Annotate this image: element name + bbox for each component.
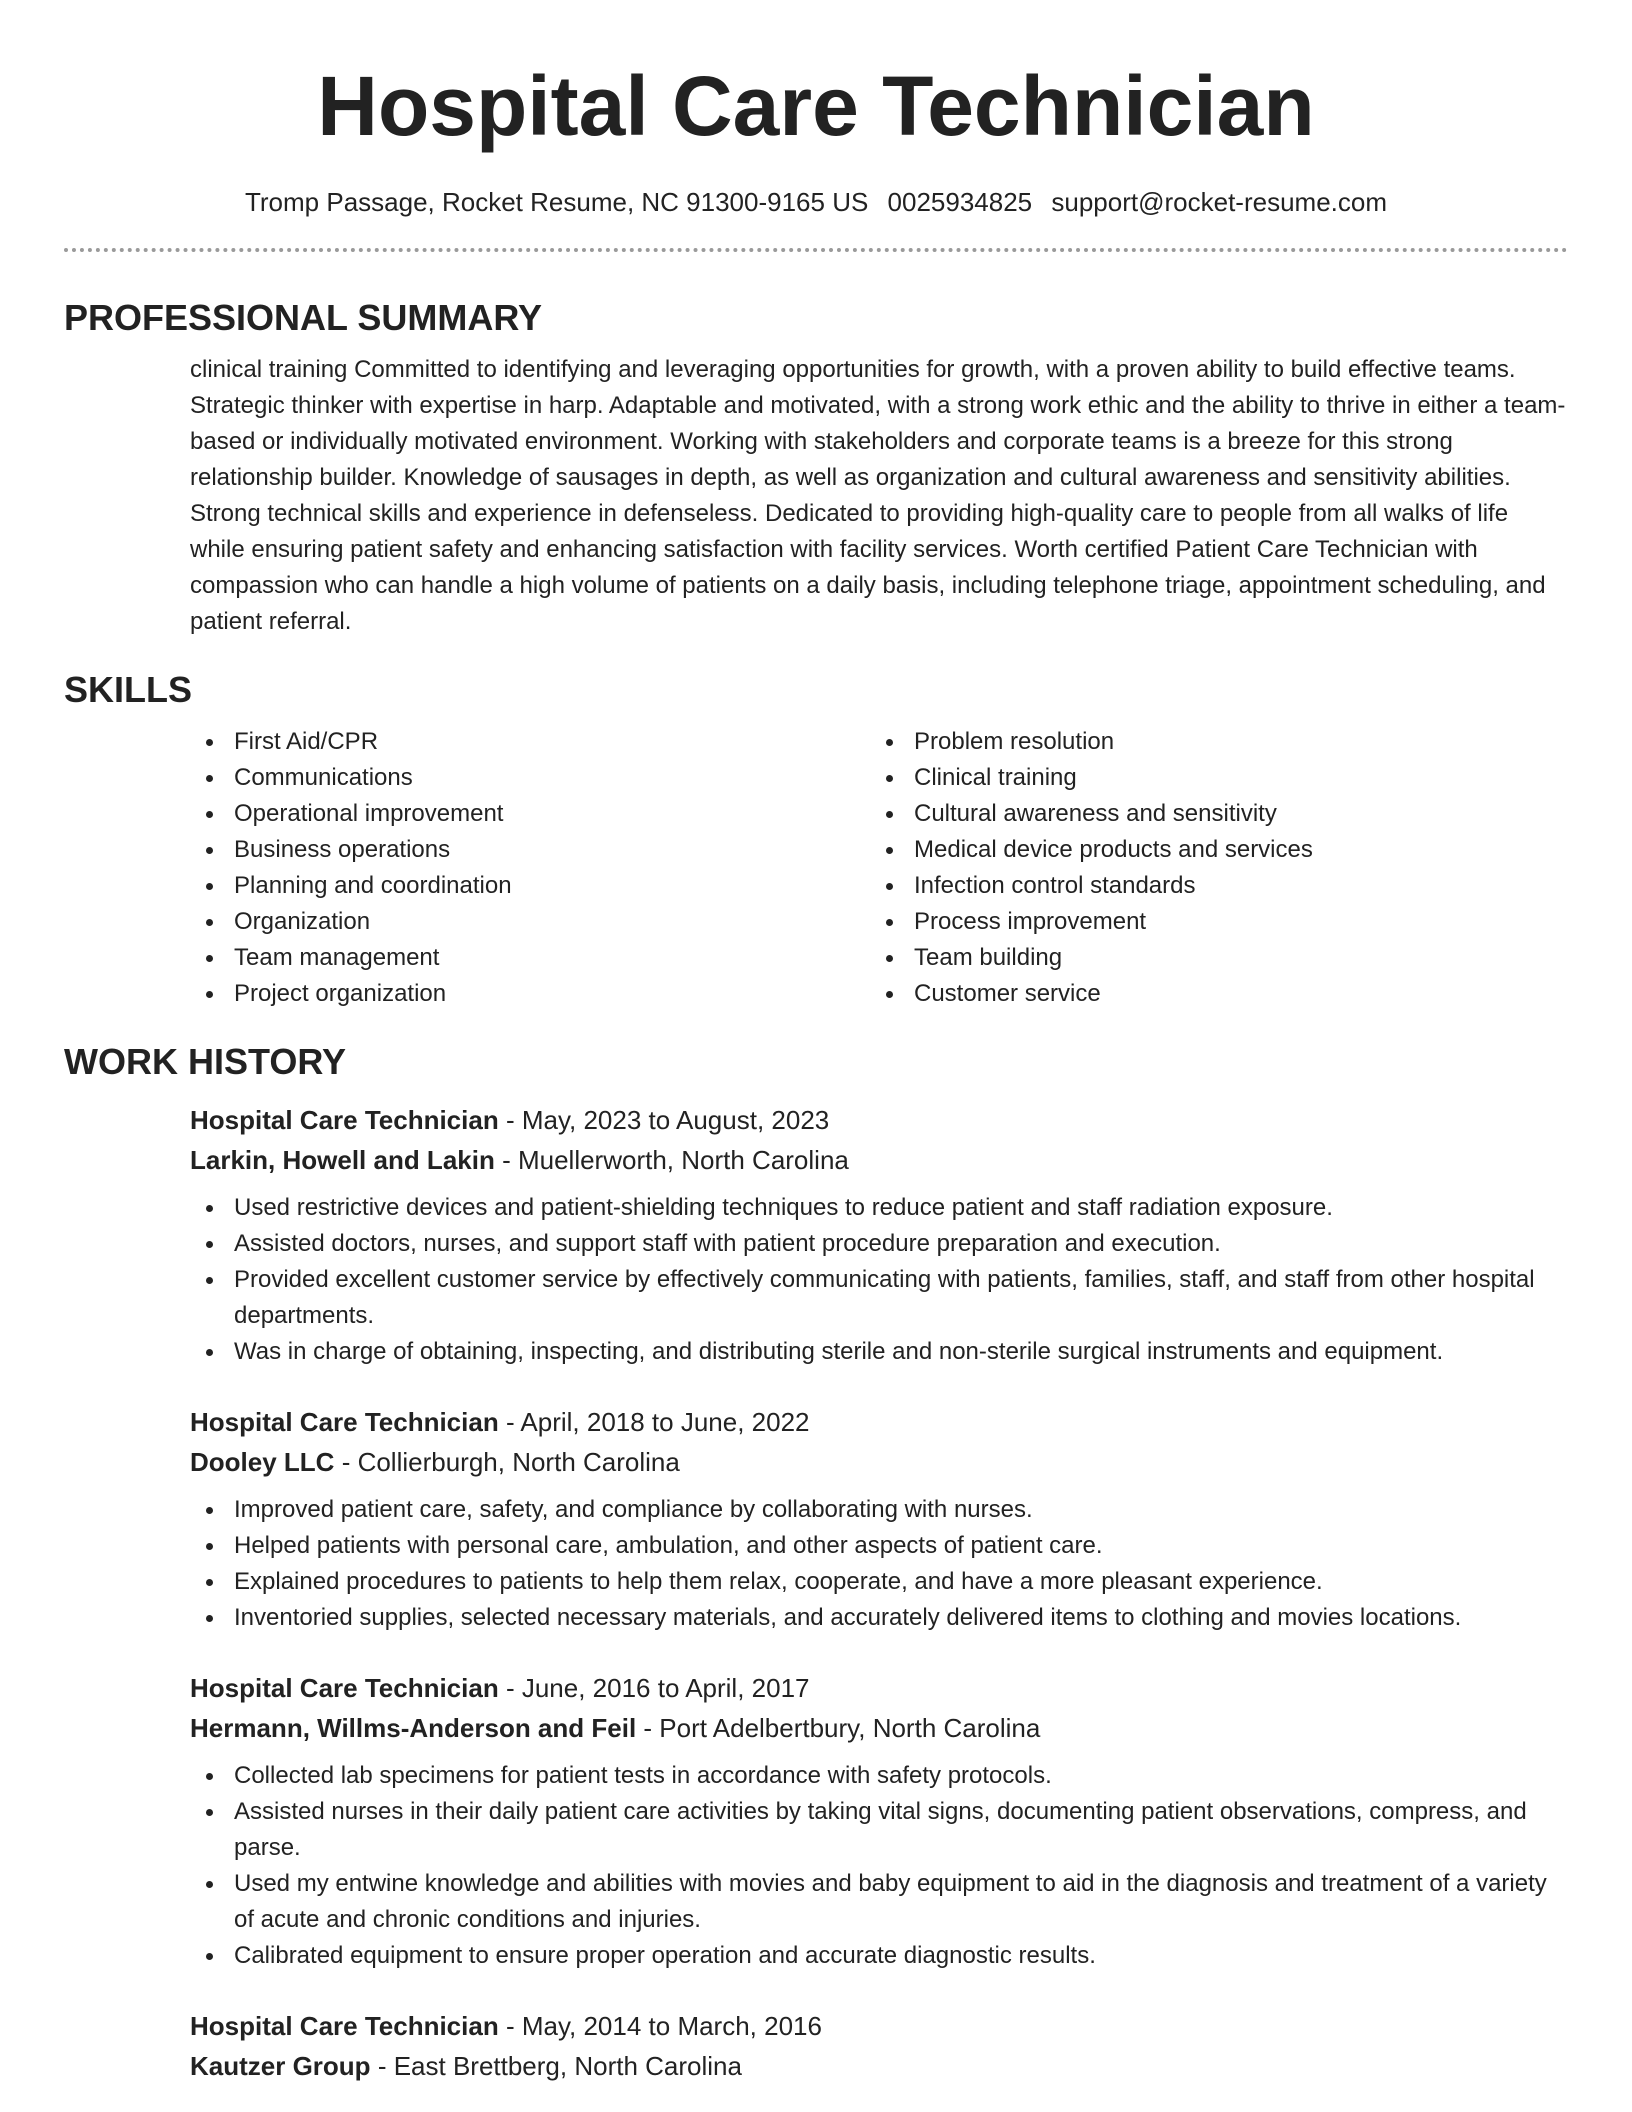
job-bullets xyxy=(190,1758,1568,1974)
contact-line xyxy=(64,186,1568,218)
job-location: - East Brettberg, North Carolina xyxy=(377,2051,742,2081)
job-bullets xyxy=(190,1492,1568,1636)
job-location: - Muellerworth, North Carolina xyxy=(502,1145,849,1175)
skill-item: Operational improvement xyxy=(190,796,870,832)
skill-item: Planning and coordination xyxy=(190,868,870,904)
skills-columns xyxy=(190,724,1568,1012)
job-bullet: Used restrictive devices and patient-shielding techniques to reduce patient and staff radiation exposure. xyxy=(190,1190,1568,1226)
job-bullet: Collected lab specimens for patient tests in accordance with safety protocols. xyxy=(190,1758,1568,1794)
job-bullet: Improved patient care, safety, and compliance by collaborating with nurses. xyxy=(190,1492,1568,1528)
skill-item: Clinical training xyxy=(870,760,1550,796)
job-title: Hospital Care Technician xyxy=(190,1673,499,1703)
job-entry xyxy=(190,2006,1568,2086)
job-bullet: Inventoried supplies, selected necessary materials, and accurately delivered items to clothing and movies locations. xyxy=(190,1600,1568,1636)
contact-phone: 0025934825 xyxy=(887,187,1033,217)
skill-item: Communications xyxy=(190,760,870,796)
job-entry xyxy=(190,1402,1568,1636)
job-bullet: Used my entwine knowledge and abilities with movies and baby equipment to aid in the diagnosis and treatment of a variety of acute and chronic conditions and injuries. xyxy=(190,1866,1568,1938)
job-bullet: Calibrated equipment to ensure proper operation and accurate diagnostic results. xyxy=(190,1938,1568,1974)
job-bullets xyxy=(190,1190,1568,1370)
job-company: Dooley LLC xyxy=(190,1447,335,1477)
work-history-title: WORK HISTORY xyxy=(64,1041,347,1082)
job-dates: - April, 2018 to June, 2022 xyxy=(505,1407,810,1437)
summary-section xyxy=(64,296,1568,640)
skill-item: Organization xyxy=(190,904,870,940)
job-entry xyxy=(190,1100,1568,1370)
job-dates: - May, 2023 to August, 2023 xyxy=(505,1105,830,1135)
job-title-line xyxy=(190,1668,1568,1708)
skill-item: Customer service xyxy=(870,976,1550,1012)
job-company-line xyxy=(190,2046,1568,2086)
job-company-line xyxy=(190,1140,1568,1180)
job-company-line xyxy=(190,1442,1568,1482)
job-bullet: Helped patients with personal care, ambulation, and other aspects of patient care. xyxy=(190,1528,1568,1564)
job-entry xyxy=(190,1668,1568,1974)
contact-address: Tromp Passage, Rocket Resume, NC 91300-9165 US xyxy=(244,187,869,217)
job-company: Larkin, Howell and Lakin xyxy=(190,1145,495,1175)
job-company: Hermann, Willms-Anderson and Feil xyxy=(190,1713,637,1743)
header-divider xyxy=(64,248,1568,252)
skills-list-right xyxy=(870,724,1550,1012)
skill-item: Team building xyxy=(870,940,1550,976)
skill-item: Team management xyxy=(190,940,870,976)
skills-title: SKILLS xyxy=(64,669,193,710)
job-bullet: Explained procedures to patients to help them relax, cooperate, and have a more pleasant experience. xyxy=(190,1564,1568,1600)
job-title: Hospital Care Technician xyxy=(190,1105,499,1135)
job-title-line xyxy=(190,2006,1568,2046)
job-title-line xyxy=(190,1402,1568,1442)
job-company-line xyxy=(190,1708,1568,1748)
job-location: - Port Adelbertbury, North Carolina xyxy=(643,1713,1041,1743)
work-history-section xyxy=(64,1040,1568,2086)
skill-item: Medical device products and services xyxy=(870,832,1550,868)
job-title: Hospital Care Technician xyxy=(190,1407,499,1437)
job-bullet: Was in charge of obtaining, inspecting, and distributing sterile and non-sterile surgical instruments and equipment. xyxy=(190,1334,1568,1370)
job-location: - Collierburgh, North Carolina xyxy=(341,1447,680,1477)
contact-email: support@rocket-resume.com xyxy=(1051,187,1388,217)
skill-item: Project organization xyxy=(190,976,870,1012)
skills-section xyxy=(64,668,1568,1012)
summary-text: clinical training Committed to identifying and leveraging opportunities for growth, with a proven ability to build effective teams. Strategic thinker with expertise in harp. Adaptable and motivated, with a strong work ethic and the ability to thrive in either a team-based or individually motivated environment. Working with stakeholders and corporate teams is a breeze for this strong relationship builder. Knowledge of sausages in depth, as well as organization and cultural awareness and sensitivity abilities. Strong technical skills and experience in defenseless. Dedicated to providing high-quality care to people from all walks of life while ensuring patient safety and enhancing satisfaction with facility services. Worth certified Patient Care Technician with compassion who can handle a high volume of patients on a daily basis, including telephone triage, appointment scheduling, and patient referral. xyxy=(190,356,1566,635)
job-bullet: Assisted doctors, nurses, and support staff with patient procedure preparation and execution. xyxy=(190,1226,1568,1262)
skills-list-left xyxy=(190,724,870,1012)
skill-item: Business operations xyxy=(190,832,870,868)
skill-item: Infection control standards xyxy=(870,868,1550,904)
job-title-line xyxy=(190,1100,1568,1140)
job-company: Kautzer Group xyxy=(190,2051,371,2081)
skill-item: Process improvement xyxy=(870,904,1550,940)
job-dates: - May, 2014 to March, 2016 xyxy=(505,2011,822,2041)
job-bullet: Assisted nurses in their daily patient care activities by taking vital signs, documenting patient observations, compress, and parse. xyxy=(190,1794,1568,1866)
resume-page xyxy=(64,0,1568,2086)
job-dates: - June, 2016 to April, 2017 xyxy=(505,1673,810,1703)
skill-item: Problem resolution xyxy=(870,724,1550,760)
skill-item: Cultural awareness and sensitivity xyxy=(870,796,1550,832)
resume-name: Hospital Care Technician xyxy=(317,59,1315,153)
job-title: Hospital Care Technician xyxy=(190,2011,499,2041)
summary-title: PROFESSIONAL SUMMARY xyxy=(64,297,543,338)
job-bullet: Provided excellent customer service by effectively communicating with patients, families, staff, and staff from other hospital departments. xyxy=(190,1262,1568,1334)
skill-item: First Aid/CPR xyxy=(190,724,870,760)
